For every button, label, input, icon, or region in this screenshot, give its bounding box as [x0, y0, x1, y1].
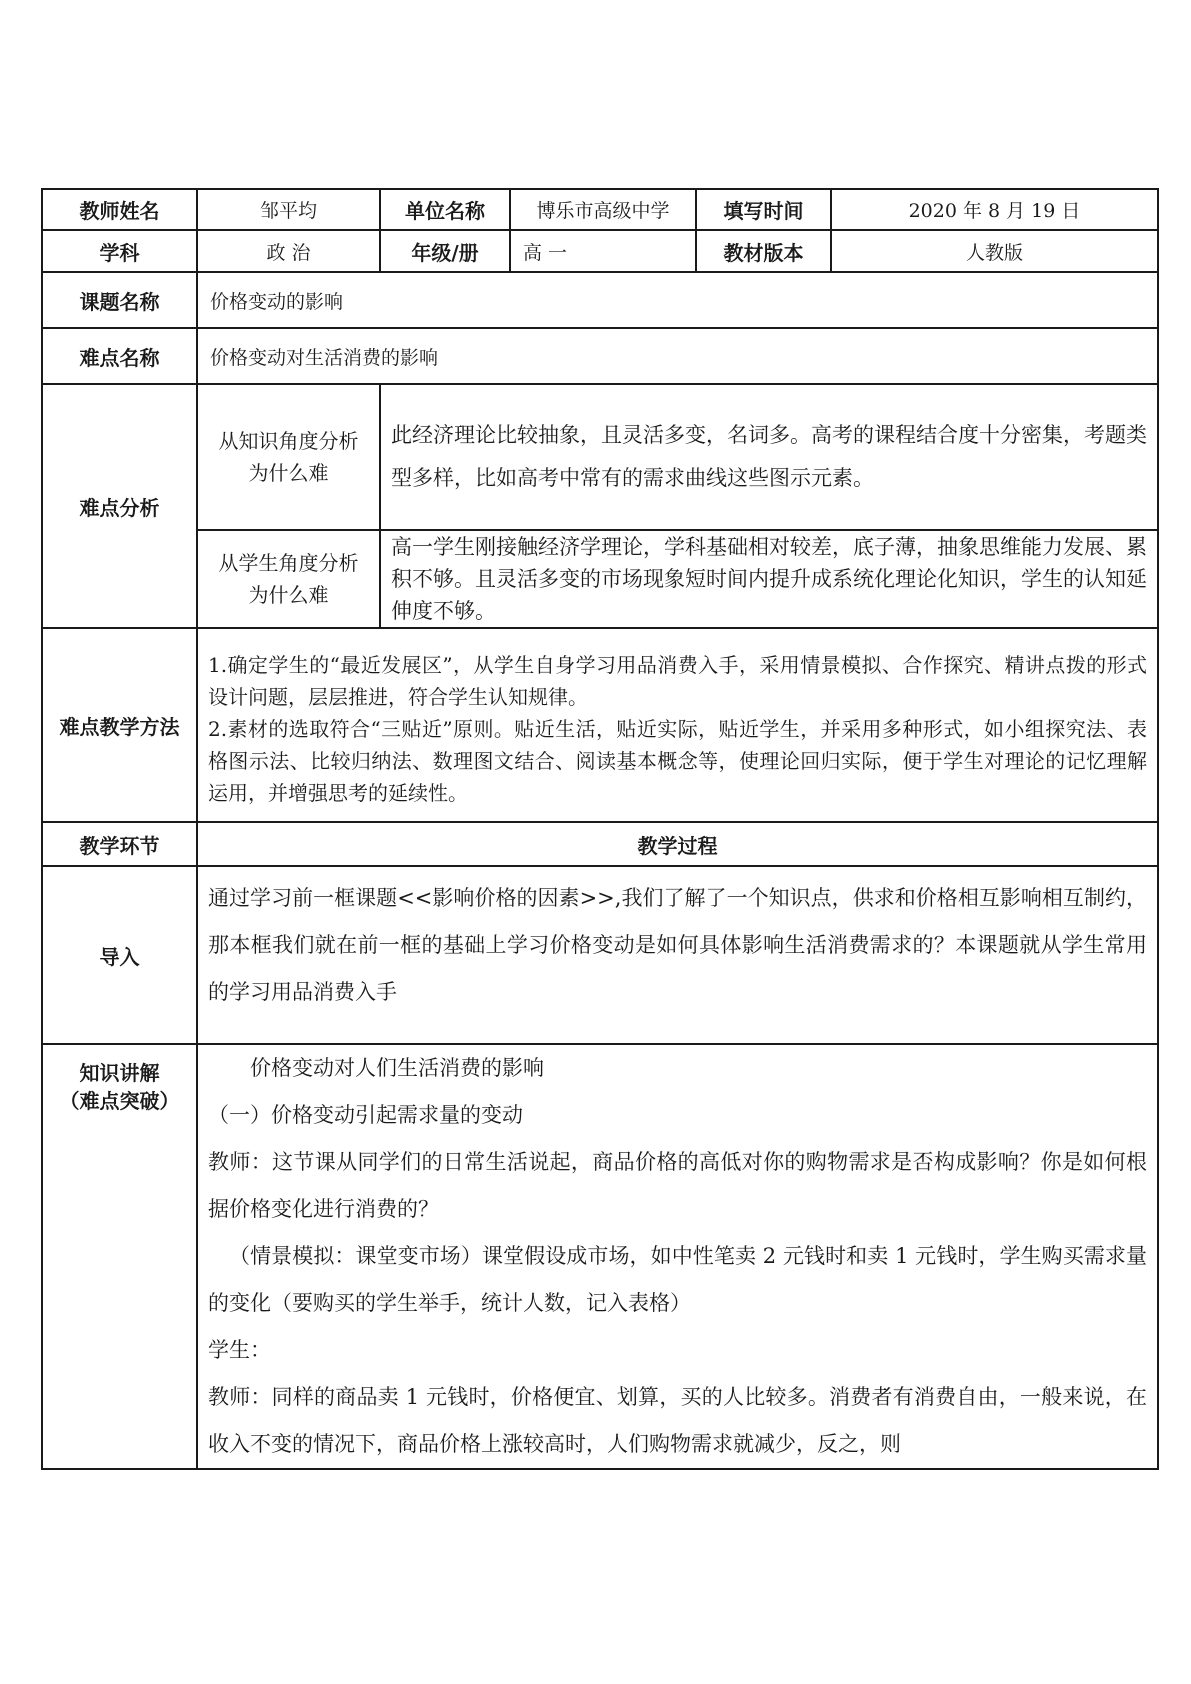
method-point-2: 2.素材的选取符合“三贴近”原则。贴近生活，贴近实际，贴近学生，并采用多种形式，如小组探究法、表格图示法、比较归纳法、数理图文结合、阅读基本概念等，使理论回归实际，便于学生对理论的记忆理解运用，并增强思考的延续性。 — [208, 717, 1147, 805]
process-header-row — [42, 822, 1158, 866]
lesson-paragraph-4: 教师：同样的商品卖 1 元钱时，价格便宜、划算，买的人比较多。消费者有消费自由，一般来说，在收入不变的情况下，商品价格上涨较高时，人们购物需求就减少，反之，则 — [208, 1385, 1147, 1456]
method-point-1: 1.确定学生的“最近发展区”，从学生自身学习用品消费入手，采用情景模拟、合作探究、精讲点拨的形式设计问题，层层推进，符合学生认知规律。 — [208, 653, 1147, 709]
teaching-process-label: 教学过程 — [197, 822, 1158, 866]
lesson-heading: 价格变动对人们生活消费的影响 — [250, 1056, 544, 1080]
lesson-paragraph-2: （情景模拟：课堂变市场）课堂假设成市场，如中性笔卖 2 元钱时和卖 1 元钱时，学生购买需求量的变化（要购买的学生举手，统计人数，记入表格） — [208, 1244, 1147, 1315]
intro-row — [42, 866, 1158, 1044]
intro-text: 通过学习前一框课题<<影响价格的因素>>,我们了解了一个知识点，供求和价格相互影响相互制约，那本框我们就在前一框的基础上学习价格变动是如何具体影响生活消费需求的？本课题就从学生常用的学习用品消费入手 — [197, 866, 1158, 1044]
student-angle-label — [197, 530, 380, 628]
lesson-subheading: （一）价格变动引起需求量的变动 — [208, 1103, 523, 1127]
lesson-label-line1: 知识讲解 — [79, 1061, 160, 1085]
lesson-row — [42, 1044, 1158, 1469]
analysis-row-knowledge — [42, 384, 1158, 530]
grade-label: 年级/册 — [380, 230, 510, 272]
teaching-stage-label: 教学环节 — [42, 822, 197, 866]
topic-row — [42, 272, 1158, 328]
subject-label: 学科 — [42, 230, 197, 272]
header-row-2 — [42, 230, 1158, 272]
fill-date-label: 填写时间 — [696, 189, 831, 230]
student-angle-line1: 从学生角度分析 — [218, 551, 359, 575]
lesson-plan-table — [41, 188, 1157, 1510]
form-table — [41, 188, 1159, 1470]
lesson-paragraph-1: 教师：这节课从同学们的日常生活说起，商品价格的高低对你的购物需求是否构成影响？你是如何根据价格变化进行消费的？ — [208, 1150, 1147, 1221]
difficulty-value: 价格变动对生活消费的影响 — [197, 328, 1158, 384]
knowledge-angle-label — [197, 384, 380, 530]
teacher-name-label: 教师姓名 — [42, 189, 197, 230]
unit-name-label: 单位名称 — [380, 189, 510, 230]
difficulty-label: 难点名称 — [42, 328, 197, 384]
unit-name-value: 博乐市高级中学 — [510, 189, 696, 230]
knowledge-angle-line1: 从知识角度分析 — [218, 429, 359, 453]
method-row — [42, 628, 1158, 822]
teacher-name-value: 邹平均 — [197, 189, 380, 230]
lesson-paragraph-3: 学生： — [208, 1338, 271, 1362]
intro-label: 导入 — [42, 866, 197, 1044]
student-angle-text: 高一学生刚接触经济学理论，学科基础相对较差，底子薄，抽象思维能力发展、累积不够。且灵活多变的市场现象短时间内提升成系统化理论化知识，学生的认知延伸度不够。 — [380, 530, 1158, 628]
header-row-1 — [42, 189, 1158, 230]
grade-value: 高 一 — [510, 230, 696, 272]
difficulty-row — [42, 328, 1158, 384]
knowledge-angle-line2: 为什么难 — [248, 461, 329, 485]
analysis-row-student — [42, 530, 1158, 628]
student-angle-line2: 为什么难 — [248, 583, 329, 607]
textbook-value: 人教版 — [831, 230, 1158, 272]
analysis-label: 难点分析 — [42, 384, 197, 628]
topic-value: 价格变动的影响 — [197, 272, 1158, 328]
lesson-content — [197, 1044, 1158, 1469]
fill-date-value: 2020 年 8 月 19 日 — [831, 189, 1158, 230]
topic-label: 课题名称 — [42, 272, 197, 328]
knowledge-angle-text: 此经济理论比较抽象，且灵活多变，名词多。高考的课程结合度十分密集，考题类型多样，比如高考中常有的需求曲线这些图示元素。 — [380, 384, 1158, 530]
subject-value: 政 治 — [197, 230, 380, 272]
textbook-label: 教材版本 — [696, 230, 831, 272]
method-label: 难点教学方法 — [42, 628, 197, 822]
lesson-label-line2: （难点突破） — [59, 1089, 180, 1113]
lesson-label — [42, 1044, 197, 1469]
method-content — [197, 628, 1158, 822]
